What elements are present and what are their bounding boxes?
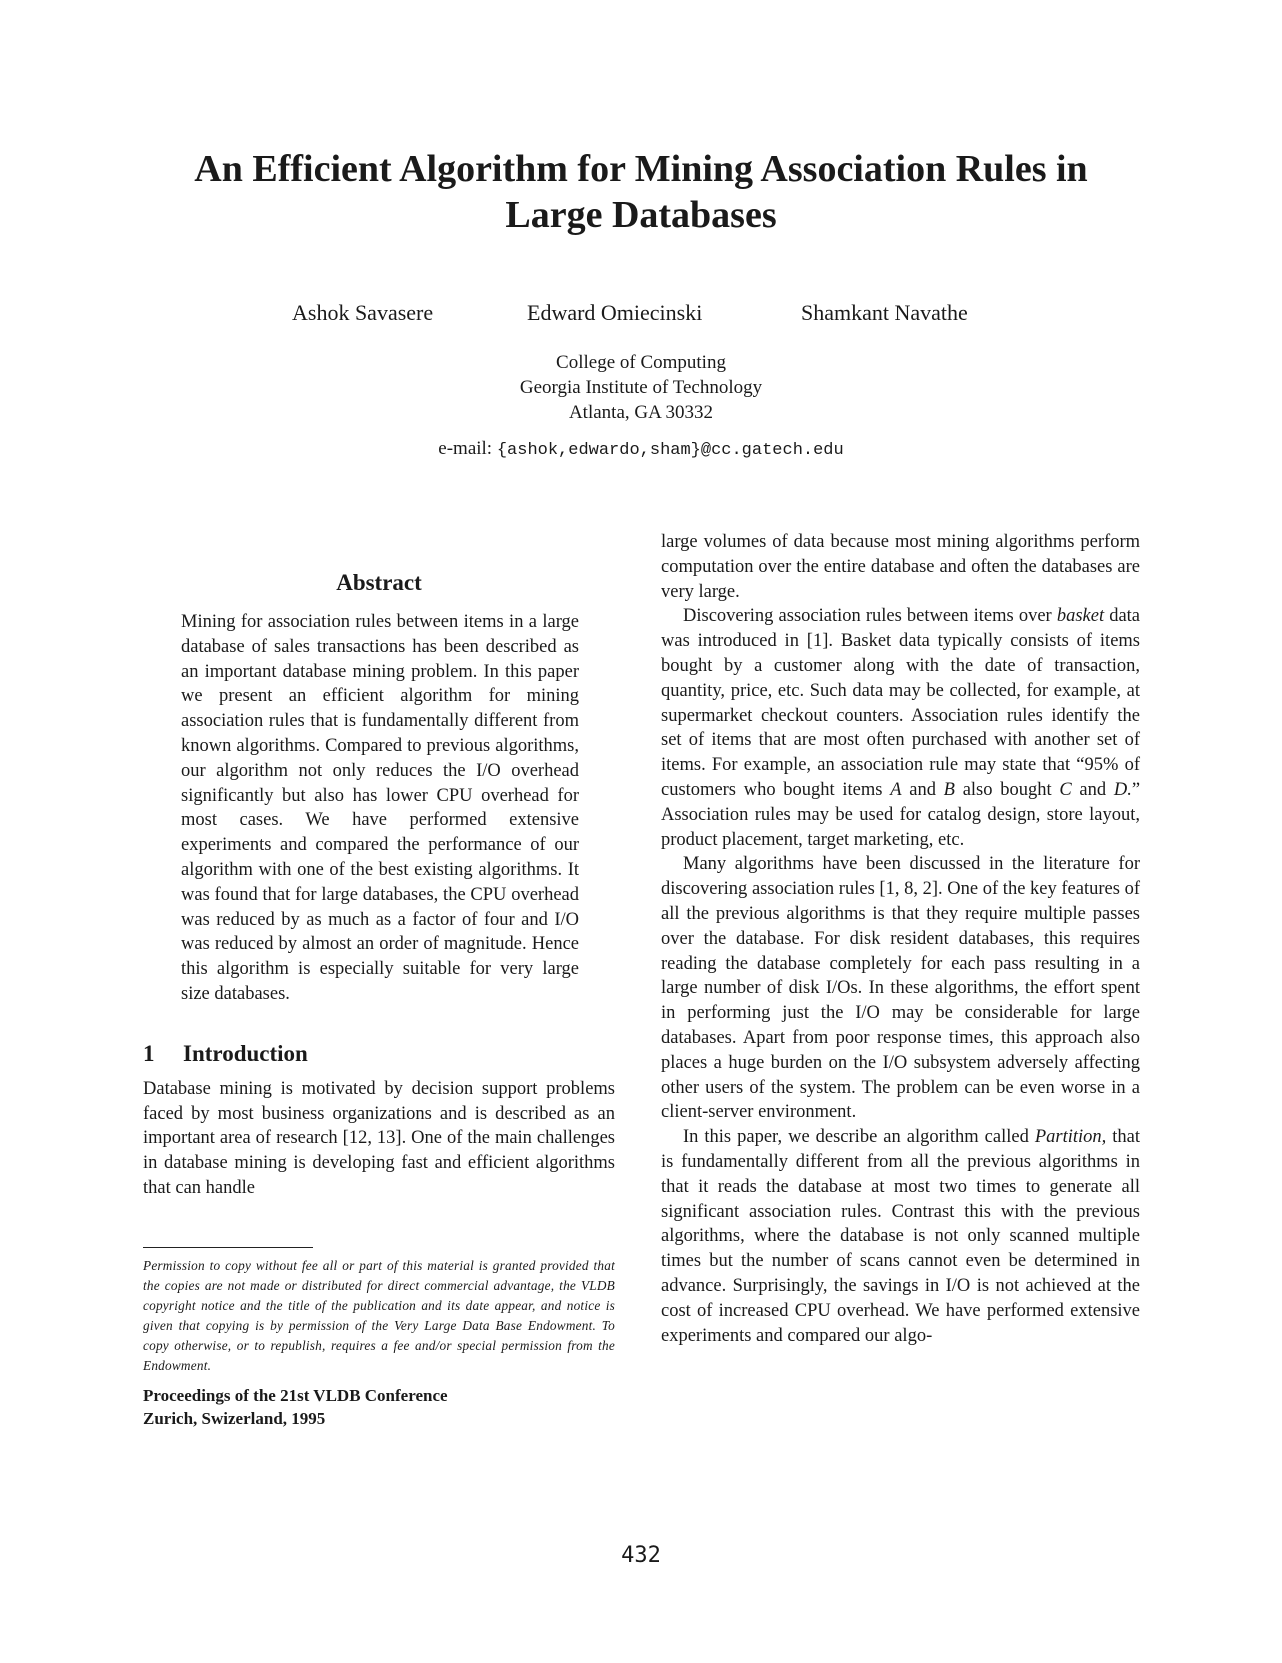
math-var: D. — [1113, 779, 1132, 800]
section-number: 1 — [143, 1040, 155, 1066]
right-column — [661, 530, 1140, 1348]
emphasis-basket: basket — [1056, 606, 1105, 627]
affiliation — [0, 350, 1282, 425]
math-var: B — [943, 779, 955, 800]
proceedings-note — [143, 1384, 615, 1430]
text-run: data was introduced in [1]. Basket data typically consists of items bought by a customer along with the date of transaction, quantity, price, etc. Such data may be collected, for example, at supermarket checkout counters. Association rules identify the set of items that are most often purchased with another set of items. For example, an association rule may state that “95% of customers who bought items — [661, 606, 1141, 800]
text-run: also bought — [962, 779, 1052, 800]
author-name: Ashok Savasere — [292, 300, 434, 325]
title-line-2: Large Databases — [505, 194, 777, 236]
left-column — [143, 520, 615, 1430]
affiliation-line: College of Computing — [556, 352, 726, 373]
text-run: that is fundamentally different from all the previous algorithms in that it reads the database at most two times to generate all significant association rules. Contrast this with the previous algorithms, where the database is not only scanned multiple times but the number of scans cannot even be determined in advance. Surprisingly, the savings in I/O is not achieved at the cost of increased CPU overhead. We have performed extensive experiments and compared our algo- — [661, 1127, 1141, 1346]
paper-title — [100, 146, 1182, 238]
proceedings-line: Proceedings of the 21st VLDB Conference — [143, 1385, 448, 1405]
body-paragraph: Database mining is motivated by decision support problems faced by most business organizations and is described as an important area of research [12, 13]. One of the main challenges in database mining is developing fast and efficient algorithms that can handle — [143, 1078, 615, 1198]
copyright-footnote: Permission to copy without fee all or part of this material is granted provided that the copies are not made or distributed for direct commercial advantage, the VLDB copyright notice and the title of the publication and its date appear, and notice is given that copying is by permission of the Very Large Data Base Endowment. To copy otherwise, or to republish, requires a fee and/or special permission from the Endowment. — [143, 1257, 615, 1373]
author-name: Shamkant Navathe — [801, 300, 968, 325]
text-run: Discovering association rules between items over — [683, 606, 1052, 627]
email-label: e-mail: — [438, 438, 493, 459]
email-address: {ashok,edwardo,sham}@cc.gatech.edu — [496, 441, 844, 460]
body-paragraph: large volumes of data because most mining algorithms perform computation over the entire database and often the databases are very large. — [661, 532, 1140, 602]
title-line-1: An Efficient Algorithm for Mining Association Rules in — [194, 148, 1088, 190]
math-var: A — [890, 779, 902, 800]
footnote-divider — [143, 1247, 313, 1248]
text-run: ” Association rules may be used for catalog design, store layout, product placement, target marketing, etc. — [661, 779, 1141, 850]
algorithm-name: Partition, — [1034, 1127, 1107, 1148]
affiliation-line: Atlanta, GA 30332 — [568, 402, 714, 423]
text-run: In this paper, we describe an algorithm called — [683, 1127, 1029, 1148]
affiliation-line: Georgia Institute of Technology — [519, 377, 763, 398]
math-var: C — [1059, 779, 1072, 800]
text-run: and — [909, 779, 936, 800]
body-paragraph — [661, 604, 1140, 852]
email-line — [0, 438, 1282, 460]
section-title: Introduction — [183, 1040, 308, 1066]
text-run: and — [1079, 779, 1107, 800]
body-paragraph: Many algorithms have been discussed in the literature for discovering association rules [1, 8, 2]. One of the key features of all the previous algorithms is that they require multiple passes over the database. For disk resident databases, this requires reading the database completely for each pass resulting in a large number of disk I/Os. In these algorithms, the effort spent in performing just the I/O may be considerable for large databases. Apart from poor response times, this approach also places a huge burden on the I/O subsystem adversely affecting other users of the system. The problem can be even worse in a client-server environment. — [661, 854, 1140, 1123]
abstract-text: Mining for association rules between items in a large database of sales transactions has been described as an important database mining problem. In this paper we present an efficient algorithm for mining association rules that is fundamentally different from known algorithms. Compared to previous algorithms, our algorithm not only reduces the I/O overhead significantly but also has lower CPU overhead for most cases. We have performed extensive experiments and compared the performance of our algorithm with one of the best existing algorithms. It was found that for large databases, the CPU overhead was reduced by as much as a factor of four and I/O was reduced by almost an order of magnitude. Hence this algorithm is especially suitable for very large size databases. — [181, 612, 579, 1004]
author-list — [0, 300, 1282, 330]
proceedings-line: Zurich, Swizerland, 1995 — [143, 1408, 326, 1428]
author-name: Edward Omiecinski — [527, 300, 703, 325]
abstract-heading: Abstract — [336, 570, 422, 595]
section-heading — [143, 1041, 615, 1067]
page-number: 432 — [621, 1543, 661, 1568]
body-paragraph — [661, 1125, 1140, 1348]
